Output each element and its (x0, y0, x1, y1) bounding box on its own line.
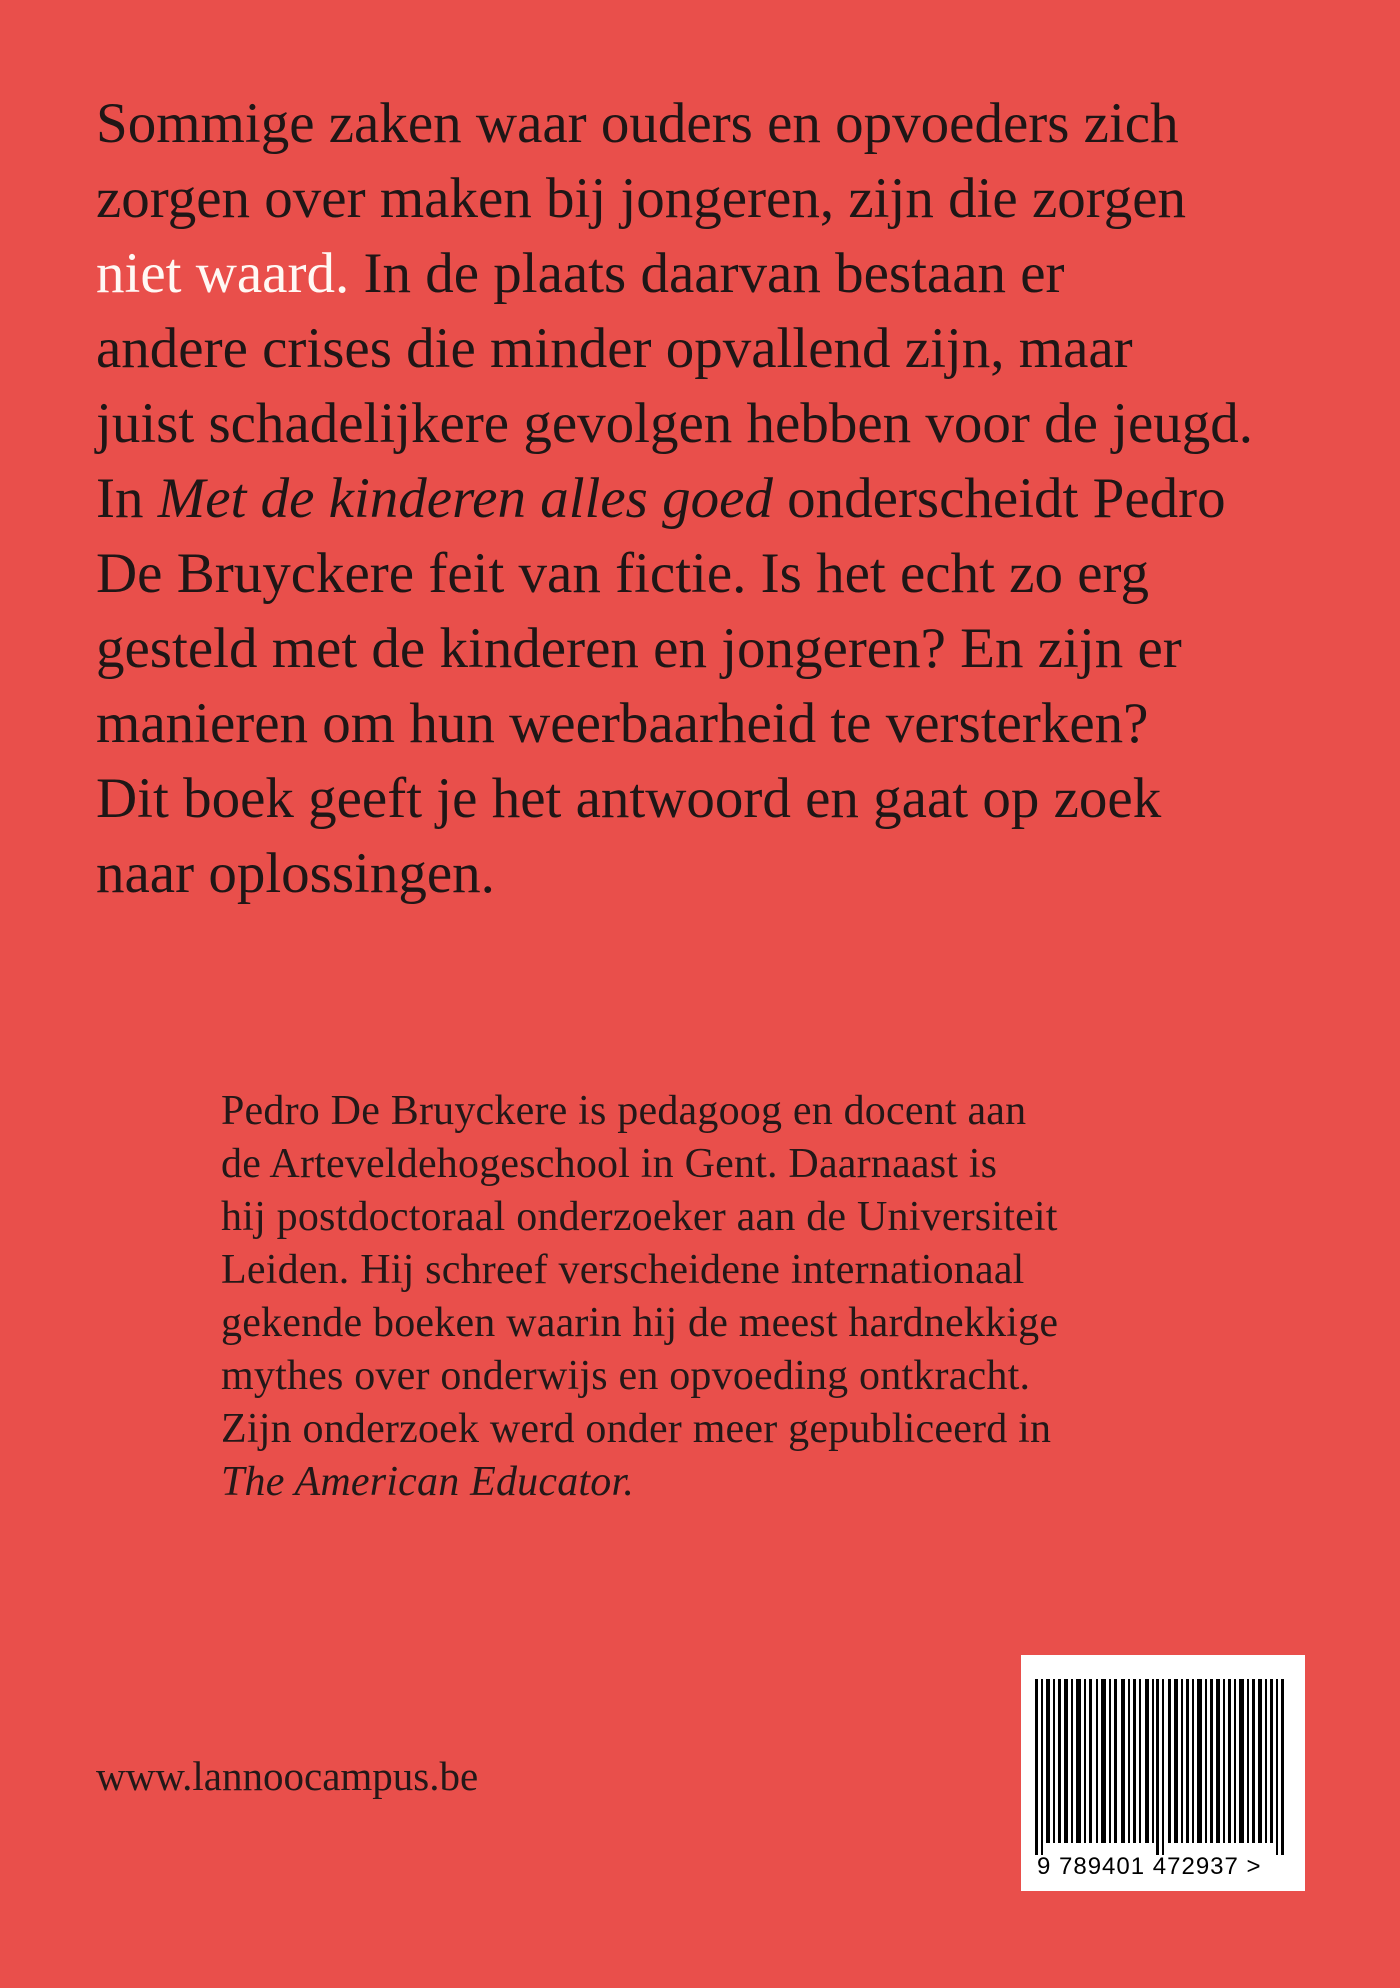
blurb-line: De Bruyckere feit van fictie. Is het echt zo erg (96, 542, 1149, 605)
bio-line: Pedro De Bruyckere is pedagoog en docent aan (221, 1088, 1027, 1134)
blurb-line-rest: In de plaats daarvan bestaan er (349, 242, 1065, 305)
bio-line: Leiden. Hij schreef verscheidene internationaal (221, 1247, 1025, 1293)
isbn-number: 9 789401 472937 > (1037, 1853, 1262, 1880)
blurb-line: Sommige zaken waar ouders en opvoeders zich (96, 92, 1179, 155)
bio-line: de Arteveldehogeschool in Gent. Daarnaast is (221, 1141, 998, 1187)
book-title: Met de kinderen alles goed (157, 467, 773, 530)
isbn-barcode (1021, 1655, 1305, 1891)
book-blurb (96, 86, 1356, 911)
bio-line: gekende boeken waarin hij de meest hardnekkige (221, 1300, 1059, 1346)
blurb-emphasis: niet waard. (96, 242, 350, 305)
blurb-line: manieren om hun weerbaarheid te versterken? (96, 692, 1149, 755)
blurb-line (96, 236, 1356, 311)
barcode-bars (1035, 1679, 1293, 1855)
blurb-line-start: In (96, 467, 158, 530)
publication-title: The American Educator. (221, 1459, 635, 1505)
blurb-line: zorgen over maken bij jongeren, zijn die zorgen (96, 167, 1187, 230)
blurb-line: naar oplossingen. (96, 842, 495, 905)
blurb-line: andere crises die minder opvallend zijn, maar (96, 317, 1133, 380)
blurb-line: Dit boek geeft je het antwoord en gaat op zoek (96, 767, 1162, 830)
publisher-website-link[interactable]: www.lannoocampus.be (96, 1753, 479, 1799)
bio-line: mythes over onderwijs en opvoeding ontkracht. (221, 1353, 1031, 1399)
author-biography (221, 1085, 1221, 1509)
bio-line: hij postdoctoraal onderzoeker aan de Universiteit (221, 1194, 1058, 1240)
blurb-line: gesteld met de kinderen en jongeren? En zijn er (96, 617, 1182, 680)
blurb-line (96, 461, 1356, 536)
blurb-line: juist schadelijkere gevolgen hebben voor de jeugd. (96, 392, 1254, 455)
blurb-line-end: onderscheidt Pedro (772, 467, 1226, 530)
bio-line: Zijn onderzoek werd onder meer gepubliceerd in (221, 1406, 1052, 1452)
